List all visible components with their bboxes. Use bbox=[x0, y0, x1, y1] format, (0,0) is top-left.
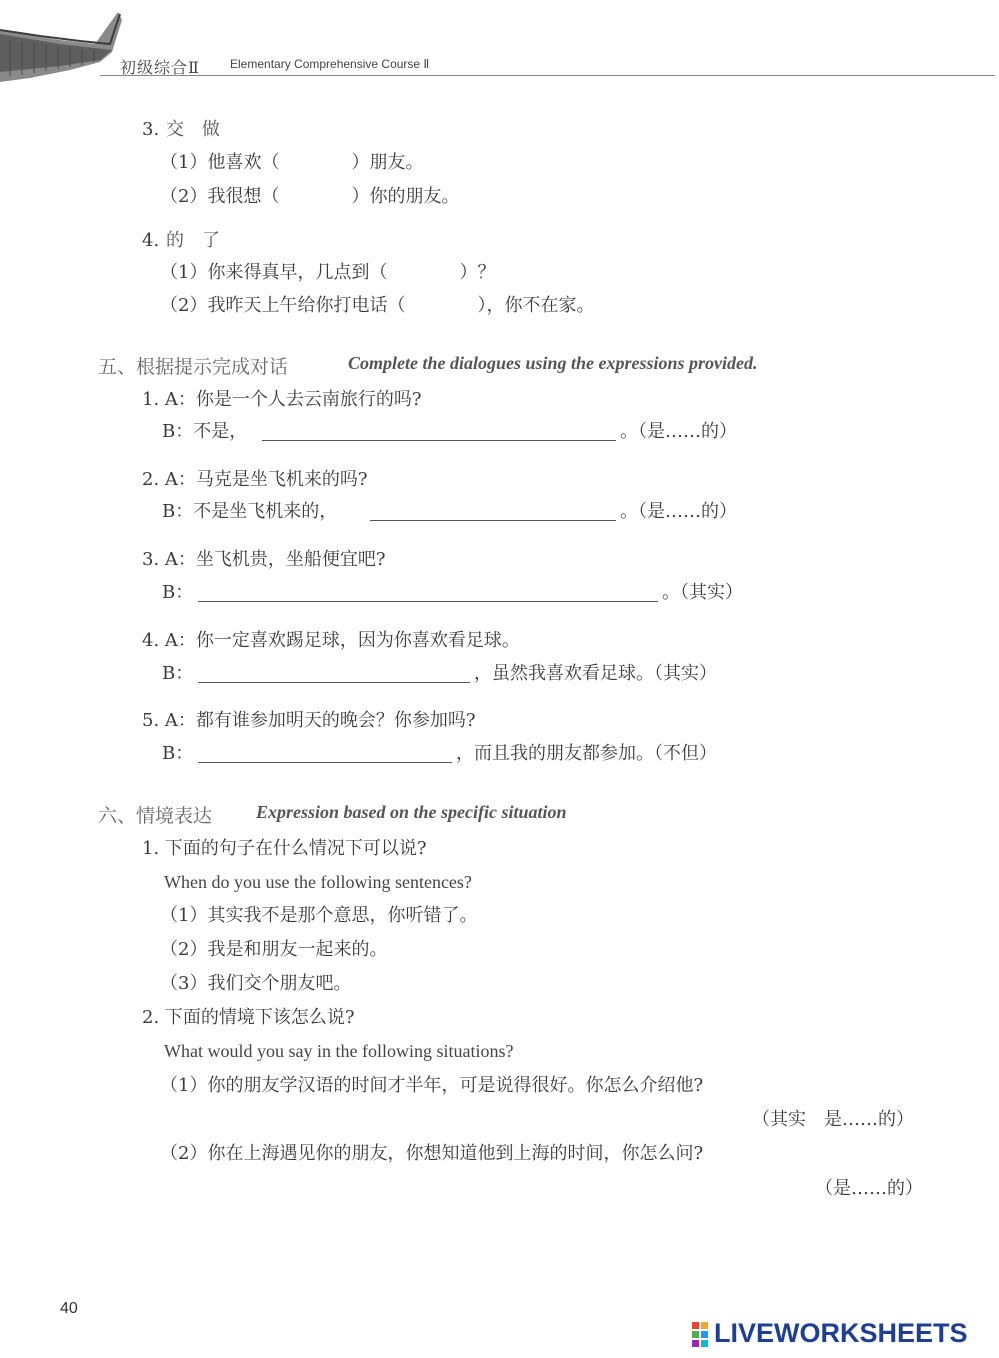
s5-q5-a: 5. A：都有谁参加明天的晚会？你参加吗? bbox=[142, 710, 476, 731]
liveworksheets-brand: LIVEWORKSHEETS bbox=[714, 1318, 968, 1348]
s5-q3-b-hint: 。（其实） bbox=[662, 582, 743, 603]
roof-eave-decoration bbox=[0, 0, 130, 82]
header-title-en: Elementary Comprehensive Course Ⅱ bbox=[230, 57, 430, 71]
q4-sentence-2: （2）我昨天上午给你打电话（ ），你不在家。 bbox=[160, 295, 595, 316]
s6-q1-item-2: （2）我是和朋友一起来的。 bbox=[160, 939, 388, 960]
s5-q1-a: 1. A：你是一个人去云南旅行的吗? bbox=[142, 389, 422, 410]
s5-q1-answer-blank[interactable] bbox=[262, 440, 616, 441]
s5-q3-answer-blank[interactable] bbox=[198, 601, 658, 602]
q3-sentence-2: （2）我很想（ ）你的朋友。 bbox=[160, 186, 460, 207]
section6-title-en: Expression based on the specific situation bbox=[256, 802, 567, 822]
header-title-zh: 初级综合Ⅱ bbox=[120, 58, 200, 77]
s6-q2-title: 2. 下面的情境下该怎么说? bbox=[142, 1007, 355, 1028]
s6-q2-english: What would you say in the following situations? bbox=[164, 1041, 514, 1061]
s5-q3-b-prefix: B： bbox=[162, 582, 194, 603]
section6-title-zh: 六、情境表达 bbox=[98, 805, 213, 827]
section5-title-zh: 五、根据提示完成对话 bbox=[98, 356, 289, 378]
s6-q2-hint-1: （其实 是……的） bbox=[752, 1109, 914, 1130]
s6-q1-english: When do you use the following sentences? bbox=[164, 872, 472, 892]
q4-number: 4. bbox=[142, 230, 160, 251]
s6-q2-sentence-2: （2）你在上海遇见你的朋友，你想知道他到上海的时间，你怎么问? bbox=[160, 1143, 704, 1164]
s5-q1-b-hint: 。（是……的） bbox=[620, 421, 737, 442]
q3-words: 交 做 bbox=[166, 119, 220, 140]
s5-q2-a: 2. A：马克是坐飞机来的吗? bbox=[142, 469, 368, 490]
s5-q3-a: 3. A：坐飞机贵，坐船便宜吧? bbox=[142, 549, 386, 570]
s5-q1-b-prefix: B：不是， bbox=[162, 421, 248, 442]
s5-q2-b-prefix: B：不是坐飞机来的， bbox=[162, 501, 338, 522]
q3-sentence-1: （1）他喜欢（ ）朋友。 bbox=[160, 152, 424, 173]
s6-q1-item-1: （1）其实我不是那个意思，你听错了。 bbox=[160, 905, 478, 926]
s5-q5-b-hint: ，而且我的朋友都参加。（不但） bbox=[456, 743, 717, 764]
s5-q4-b-hint: ，虽然我喜欢看足球。（其实） bbox=[474, 663, 717, 684]
s5-q4-a: 4. A：你一定喜欢踢足球，因为你喜欢看足球。 bbox=[142, 630, 520, 651]
s5-q2-b-hint: 。（是……的） bbox=[620, 501, 737, 522]
s5-q4-answer-blank[interactable] bbox=[198, 682, 470, 683]
header-rule bbox=[100, 75, 995, 76]
s6-q1-title: 1. 下面的句子在什么情况下可以说? bbox=[142, 838, 427, 859]
liveworksheets-logo-icon bbox=[692, 1322, 710, 1348]
s5-q5-b-prefix: B： bbox=[162, 743, 194, 764]
q3-number: 3. bbox=[142, 119, 160, 140]
page-number: 40 bbox=[60, 1300, 78, 1317]
s6-q2-hint-2: （是……的） bbox=[815, 1178, 923, 1199]
s5-q5-answer-blank[interactable] bbox=[198, 762, 452, 763]
s5-q2-answer-blank[interactable] bbox=[370, 520, 616, 521]
s6-q1-item-3: （3）我们交个朋友吧。 bbox=[160, 973, 352, 994]
q4-words: 的 了 bbox=[166, 230, 220, 251]
q4-sentence-1: （1）你来得真早，几点到（ ）？ bbox=[160, 262, 496, 283]
s6-q2-sentence-1: （1）你的朋友学汉语的时间才半年，可是说得很好。你怎么介绍他? bbox=[160, 1075, 704, 1096]
section5-title-en: Complete the dialogues using the expressions provided. bbox=[348, 353, 758, 373]
s5-q4-b-prefix: B： bbox=[162, 663, 194, 684]
